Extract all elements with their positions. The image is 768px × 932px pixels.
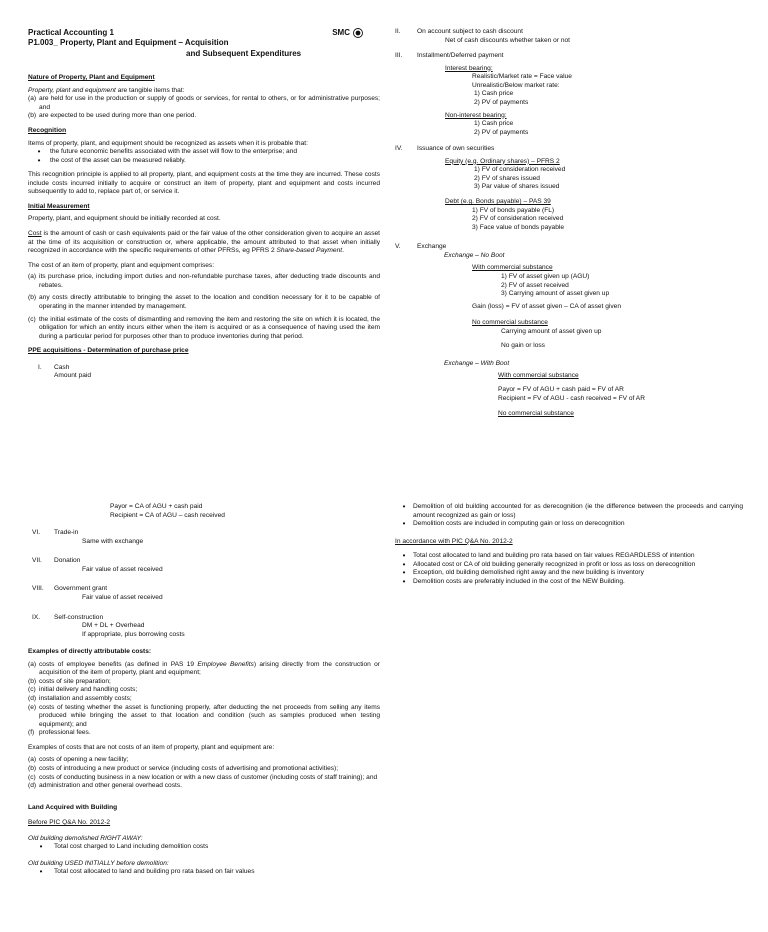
bullet-icon: •: [402, 519, 406, 529]
example-item: [28, 686, 380, 695]
method-installment: [395, 52, 743, 61]
method-body: [54, 585, 163, 602]
line: Carrying amount of asset given up: [501, 327, 602, 335]
item-marker: (a): [28, 756, 37, 764]
item-marker: (a): [28, 95, 37, 103]
recognition-bullet: [28, 157, 380, 166]
item-marker: (d): [28, 782, 37, 790]
method-title: Donation: [54, 557, 81, 565]
roman-numeral: II.: [395, 28, 401, 35]
item-text-italic: Employee Benefits: [197, 660, 254, 668]
recognition-intro: Items of property, plant, and equipment should be recognized as assets when it is probable that:: [28, 139, 308, 147]
item-marker: (a): [28, 660, 37, 668]
bullet-text: Total cost allocated to land and building pro rata based on fair values REGARDLESS of intention: [413, 552, 695, 560]
bullet-text: Exception, old building demolished right away and the new building is inventory: [413, 569, 644, 577]
item-marker: (f): [28, 729, 35, 737]
method-sub: DM + DL + Overhead: [82, 622, 145, 630]
sub-heading-italic: Exchange – With Boot: [444, 359, 510, 367]
sub-heading: With commercial substance: [498, 372, 579, 380]
roman-numeral: VI.: [32, 529, 41, 537]
line: 1) Cash price: [474, 90, 514, 98]
pic-list: [395, 552, 743, 586]
method-govt-grant: [28, 585, 380, 602]
method-sub: Fair value of asset received: [82, 593, 163, 601]
bullet-icon: •: [37, 155, 41, 165]
line: 3) Carrying amount of asset given up: [501, 290, 610, 298]
item-text: installation and assembly costs;: [39, 695, 132, 702]
item-text-a: costs of employee benefits (as defined in PAS 19: [39, 660, 198, 668]
method-title: Government grant: [54, 585, 108, 593]
item-text: costs of introducing a new product or service (including costs of advertising and promotional activities);: [39, 764, 339, 772]
line: 3) Face value of bonds payable: [472, 223, 565, 231]
item-text: any costs directly attributable to bringing the asset to the location and condition necessary for it to be capable of operating in the manner intended by management.: [39, 294, 380, 310]
cost-def-italic: Share-based Payment: [276, 247, 343, 255]
not-costs-heading: Examples of costs that are not costs of an item of property, plant and equipment are:: [28, 743, 275, 751]
example-item: [28, 729, 380, 738]
line: 1) FV of consideration received: [474, 166, 566, 174]
line: 3) Par value of shares issued: [474, 183, 560, 191]
method-own-securities: [395, 145, 743, 154]
gain-formula: Gain (loss) = FV of asset given – CA of asset given: [472, 302, 621, 310]
example-item: [28, 661, 380, 678]
course-title: Practical Accounting 1: [28, 28, 114, 37]
method-cash: [28, 364, 380, 381]
doc-code-title: P1.003_ Property, Plant and Equipment – Acquisition: [28, 38, 229, 48]
sub-heading: Equity (e.g. Ordinary shares) – PFRS 2: [445, 157, 560, 165]
bullet-text: Demolition of old building accounted for as derecognition (ie the difference between the proceeds and carrying amount recognized as gain or loss): [413, 503, 743, 519]
pic-bullet: [395, 569, 743, 578]
not-cost-item: [28, 756, 380, 765]
line: No gain or loss: [501, 342, 545, 350]
derecog-bullet: [395, 503, 743, 520]
method-title: Exchange: [417, 243, 447, 251]
initial-heading: Initial Measurement: [28, 202, 90, 210]
line: Payor = FV of AGU + cash paid = FV of AR: [498, 386, 624, 393]
nature-term: Property, plant and equipment: [28, 86, 116, 94]
bullet-text: Demolition costs are preferably included in the cost of the NEW Building.: [413, 577, 625, 585]
item-text: costs of site preparation;: [39, 677, 111, 685]
bullet-text: Allocated cost or CA of old building generally recognized in profit or loss as loss on derecognition: [413, 560, 696, 568]
line: 2) PV of payments: [474, 128, 529, 136]
interest-bearing: [395, 65, 743, 108]
example-item: [28, 704, 380, 730]
item-marker: (c): [28, 773, 36, 781]
old-used-label: Old building USED INITIALLY before demolition:: [28, 859, 169, 867]
item-text: [39, 661, 380, 678]
method-exchange: [395, 243, 743, 252]
sub-heading: No commercial substance: [472, 319, 548, 327]
line: 1) FV of bonds payable (FL): [472, 206, 555, 214]
nature-item: [28, 95, 380, 112]
cost-item: [28, 273, 380, 290]
smc-seal-icon: [353, 28, 363, 38]
method-sub: Net of cash discounts whether taken or not: [445, 36, 570, 44]
item-marker: (b): [28, 294, 37, 302]
derecog-bullet: [395, 520, 743, 529]
left-column-top: [28, 28, 380, 381]
item-marker: (b): [28, 677, 37, 685]
method-sub: Amount paid: [54, 372, 92, 380]
cost-def-end: .: [342, 247, 344, 255]
item-marker: (c): [28, 315, 36, 323]
bullet-icon: •: [402, 559, 406, 569]
item-text: are held for use in the production or supply of goods or services, for rental to others, or for administrative purposes; and: [39, 95, 380, 111]
bullet-icon: •: [39, 842, 43, 852]
bullet-icon: •: [37, 147, 41, 157]
old-away-bullet: [28, 843, 380, 852]
bullet-text: the cost of the asset can be measured reliably.: [50, 156, 186, 164]
not-cost-item: [28, 782, 380, 791]
method-title: Self-construction: [54, 613, 104, 621]
sub-heading-italic: Exchange – No Boot: [444, 251, 505, 259]
method-title: Issuance of own securities: [417, 145, 495, 153]
bullet-icon: •: [402, 576, 406, 586]
pic-bullet: [395, 552, 743, 561]
roman-numeral: I.: [38, 363, 42, 371]
item-marker: (a): [28, 273, 37, 281]
roman-numeral: IV.: [395, 145, 403, 153]
school-label: [332, 28, 363, 38]
item-marker: (c): [28, 686, 36, 694]
method-body: [417, 28, 570, 45]
item-text: administration and other general overhead costs.: [39, 782, 182, 790]
item-text: professional fees.: [39, 729, 91, 737]
nature-intro: [28, 87, 380, 96]
line: 2) FV of consideration received: [472, 215, 564, 223]
roman-numeral: III.: [395, 52, 403, 60]
method-body: [54, 529, 143, 546]
item-marker: (b): [28, 764, 37, 772]
cost-item: [28, 316, 380, 342]
nature-list: [28, 95, 380, 121]
item-text: the initial estimate of the costs of dismantling and removing the item and restoring the site on which it is located, the obligation for which an entity incurs either when the item is acquired or as a consequence of having used the item during a particular period for purposes other than to produce inventories during that period.: [39, 315, 380, 340]
roman-numeral: V.: [395, 243, 401, 251]
bullet-text: Total cost allocated to land and building pro rata based on fair values: [54, 868, 255, 876]
item-marker: (b): [28, 112, 37, 120]
nature-heading: Nature of Property, Plant and Equipment: [28, 74, 155, 82]
sub-heading: Non-interest bearing:: [445, 111, 507, 119]
examples-heading: Examples of directly attributable costs:: [28, 648, 152, 656]
item-marker: (e): [28, 703, 37, 711]
old-away-label: Old building demolished RIGHT AWAY:: [28, 834, 143, 842]
method-sub: If appropriate, plus borrowing costs: [82, 630, 185, 638]
bullet-icon: •: [402, 551, 406, 561]
cost-term: Cost: [28, 230, 42, 238]
item-text: costs of opening a new facility;: [39, 756, 129, 764]
cost-item: [28, 294, 380, 311]
bullet-text: Total cost charged to Land including demolition costs: [54, 843, 209, 851]
equity-securities: [395, 158, 743, 192]
cost-def-text: is the amount of cash or cash equivalents paid or the fair value of the other consideration given to acquire an asset at the time of its acquisition or construction or, where applicable, the amount attributed to that asset when initially recognized in accordance with the specific requirements of other PFRSs, eg PFRS 2: [28, 230, 380, 255]
example-item: [28, 678, 380, 687]
item-text-b: ) arising directly from the construction or acquisition of the item of property, plant and equipment;: [39, 660, 381, 677]
not-cost-item: [28, 765, 380, 774]
recognition-bullet: [28, 148, 380, 157]
sub-heading: Debt (e.g. Bonds payable) – PAS 39: [445, 198, 551, 205]
line: Unrealistic/Below market rate:: [472, 81, 560, 89]
method-title: Cash: [54, 363, 70, 371]
old-used-bullet: [28, 868, 380, 877]
line: 1) Cash price: [474, 120, 514, 128]
bullet-text: Demolition costs are included in computing gain or loss on derecognition: [413, 520, 625, 528]
debt-securities: [395, 198, 743, 232]
roman-numeral: IX.: [32, 613, 41, 621]
item-text: are expected to be used during more than one period.: [39, 112, 197, 120]
sub-heading: Interest bearing:: [445, 64, 493, 72]
method-body: [54, 557, 163, 574]
line: 2) FV of asset received: [501, 281, 569, 289]
item-text: costs of conducting business in a new location or with a new class of customer (including costs of staff training); and: [39, 773, 378, 781]
item-text: costs of testing whether the asset is functioning properly, after deducting the net proceeds from selling any items produced while bringing the asset to that location and condition (such as samples produced when testing equipment); and: [39, 703, 380, 728]
method-sub: Fair value of asset received: [82, 565, 163, 573]
no-boot-no-cs: [395, 319, 743, 351]
right-column-top: [395, 28, 743, 419]
sub-heading: No commercial substance: [498, 410, 574, 418]
nature-intro-rest: are tangible items that:: [115, 86, 185, 94]
bullet-text: the future economic benefits associated with the asset will flow to the enterprise; and: [50, 148, 298, 156]
school-name: SMC: [332, 28, 350, 37]
pic-heading: In accordance with PIC Q&A No. 2012-2: [395, 537, 513, 545]
header-row: [28, 28, 363, 38]
method-title: Trade-in: [54, 529, 79, 537]
line: 2) PV of payments: [474, 98, 529, 106]
ppe-acq-heading: PPE acquisitions - Determination of purchase price: [28, 347, 189, 355]
not-cost-item: [28, 774, 380, 783]
pic-bullet: [395, 578, 743, 587]
line: 1) FV of asset given up (AGU): [501, 272, 590, 280]
recognition-para: This recognition principle is applied to all property, plant, and equipment costs at the time they are incurred. These costs include costs incurred initially to acquire or construct an item of property, plant and equipment and costs incurred subsequently to add to, replace part of, or service it.: [28, 171, 380, 196]
non-interest-bearing: [395, 112, 743, 138]
with-boot-block: [395, 372, 743, 418]
no-boot-with-cs: [395, 264, 743, 311]
recipient-formula: Recipient = CA of AGU – cash received: [110, 511, 225, 519]
item-marker: (d): [28, 695, 37, 702]
sub-heading: With commercial substance: [472, 264, 553, 272]
example-item: [28, 695, 380, 704]
land-heading: Land Acquired with Building: [28, 803, 118, 811]
item-text: its purchase price, including import duties and non-refundable purchase taxes, after deducting trade discounts and rebates.: [39, 273, 380, 289]
right-column-bottom: [395, 503, 743, 587]
method-title: On account subject to cash discount: [417, 28, 523, 35]
cost-definition: [28, 230, 380, 256]
left-column-bottom: [28, 503, 380, 877]
method-on-account: [395, 28, 743, 45]
bullet-icon: •: [402, 568, 406, 578]
line: Recipient = FV of AGU - cash received = FV of AR: [498, 394, 645, 402]
method-donation: [28, 557, 380, 574]
pic-bullet: [395, 561, 743, 570]
bullet-icon: •: [39, 867, 43, 877]
not-costs-list: [28, 756, 380, 790]
method-trade-in: [28, 529, 380, 546]
line: 2) FV of shares issued: [474, 174, 540, 182]
recognition-heading: Recognition: [28, 126, 67, 134]
item-text: initial delivery and handling costs;: [39, 686, 138, 694]
method-body: [54, 364, 91, 381]
roman-numeral: VIII.: [32, 585, 44, 593]
nature-item: [28, 112, 380, 121]
method-title: Installment/Deferred payment: [417, 52, 504, 60]
method-body: [54, 614, 185, 640]
roman-numeral: VII.: [32, 557, 42, 565]
payor-formula: Payor = CA of AGU + cash paid: [110, 503, 203, 510]
cost-comprises: The cost of an item of property, plant and equipment comprises:: [28, 261, 215, 269]
before-pic-heading: Before PIC Q&A No. 2012-2: [28, 819, 111, 827]
initial-para: Property, plant, and equipment should be initially recorded at cost.: [28, 215, 221, 223]
bullet-icon: •: [402, 502, 406, 511]
examples-list: [28, 661, 380, 738]
doc-subtitle: and Subsequent Expenditures: [186, 48, 302, 58]
method-sub: Same with exchange: [82, 537, 144, 545]
line: Realistic/Market rate = Face value: [472, 73, 572, 81]
method-self-construction: [28, 614, 380, 640]
